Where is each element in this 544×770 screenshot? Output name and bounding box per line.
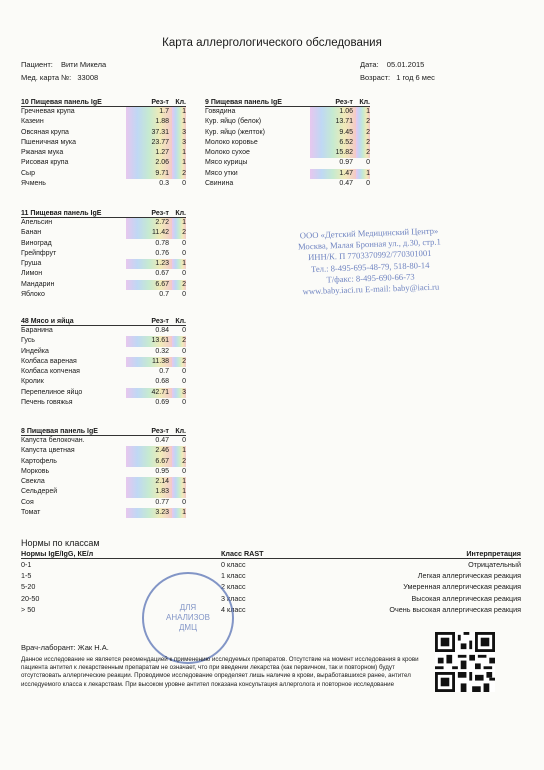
result-row [21,377,186,387]
round-stamp-line: АНАЛИЗОВ [166,613,210,622]
norm-class: 2 класс [221,582,246,592]
result-row [205,179,370,189]
result-class: 2 [172,228,186,238]
result-row [21,269,186,279]
result-value: 0.7 [159,291,169,299]
panel-p8 [21,427,186,518]
result-row [21,436,186,446]
allergen-name: Гречневая крупа [21,108,75,115]
norm-interp: Отрицательный [468,560,521,569]
result-row [21,487,186,497]
result-class: 2 [172,169,186,179]
allergen-name: Груша [21,260,42,268]
panel-title: 9 Пищевая панель IgE [205,99,282,106]
panel-p9 [205,98,370,189]
result-value: 3.23 [126,508,172,518]
result-row [21,179,186,189]
result-row [21,107,186,117]
result-value: 2.06 [126,158,172,168]
allergen-name: Ржаная мука [21,149,64,157]
allergen-name: Баранина [21,327,53,334]
allergen-name: Сельдерей [21,488,58,496]
result-value: 9.71 [126,169,172,179]
norm-range: 0-1 [21,560,32,569]
disclaimer-note: Данное исследование не является рекомендацией к применению исследуемых препаратов. Отсутствие на момент исследования в крови пациента антител к лекарственным препаратам не означает, что при введении лекарства (как первичном, так и повторном) будут отсутствовать аллергические реакции. Проводимое исследование определяет лишь наличие в крови, выработавшихся ранее, антител исследуемого класса к лекарствам. При высоком уровне антител показана консультация аллерголога и повторное исследование [21,656,419,688]
allergen-name: Перепелиное яйцо [21,388,83,396]
result-row [21,138,186,148]
panel-title: 11 Пищевая панель IgE [21,210,102,217]
allergen-name: Говядина [205,108,236,115]
result-value: 2.46 [126,446,172,456]
norm-interp: Очень высокая аллергическая реакция [389,604,521,614]
allergen-name: Капуста белокочан. [21,437,85,444]
allergen-name: Молоко коровье [205,138,258,146]
stamp-line: ИНН/К. П 7703370992/770301001 [307,248,432,263]
result-row [21,446,186,456]
stamp-line: Москва, Малая Бронная ул., д.30, стр.1 [297,236,441,252]
result-value: 1.27 [126,148,172,158]
col-class: Кл. [175,99,186,106]
allergen-name: Кролик [21,378,44,386]
col-class: Кл. [175,210,186,217]
allergen-name: Грейпфрут [21,249,57,257]
result-class: 0 [182,399,186,407]
result-row [21,239,186,249]
allergen-name: Свекла [21,478,45,486]
result-value: 11.42 [126,228,172,238]
result-row [21,218,186,228]
allergen-name: Колбаса копченая [21,368,80,376]
result-class: 3 [172,128,186,138]
result-value: 0.47 [155,437,169,444]
norms-col-class: Класс RAST [221,549,264,558]
allergen-name: Апельсин [21,219,53,226]
result-row [21,249,186,259]
col-result: Рез-т [151,318,169,325]
result-class: 2 [172,357,186,367]
panel-header [21,427,186,436]
result-class: 0 [182,327,186,334]
allergen-name: Яблоко [21,291,45,299]
result-class: 1 [172,446,186,456]
age-line [360,73,435,82]
norm-range: > 50 [21,604,36,614]
result-value: 13.61 [126,336,172,346]
allergen-name: Морковь [21,467,50,475]
result-row [205,107,370,117]
result-class: 2 [172,457,186,467]
norm-interp: Умеренная аллергическая реакция [403,582,521,592]
result-value: 0.3 [159,180,169,188]
panel-p48 [21,317,186,408]
result-value: 1.47 [310,169,356,179]
norm-range: 1-5 [21,571,32,581]
result-row [21,158,186,168]
result-class: 1 [172,508,186,518]
norms-header [21,549,521,559]
col-result: Рез-т [151,428,169,435]
patient-line [21,60,106,69]
norms-row [21,604,521,615]
patient-name: Вити Микела [60,60,107,69]
result-class: 0 [182,249,186,257]
result-class: 1 [172,148,186,158]
norm-range: 20-50 [21,593,40,603]
norm-interp: Легкая аллергическая реакция [417,571,521,581]
result-row [21,228,186,238]
result-value: 0.47 [339,180,353,188]
result-value: 6.67 [126,280,172,290]
norm-class: 0 класс [221,560,246,569]
result-value: 6.52 [310,138,356,148]
result-class: 0 [182,270,186,278]
panel-header [21,209,186,218]
result-row [205,169,370,179]
col-result: Рез-т [151,99,169,106]
age-label: Возраст: [360,73,391,82]
result-value: 15.82 [310,148,356,158]
result-value: 1.83 [126,487,172,497]
result-row [21,347,186,357]
result-class: 2 [356,148,370,158]
allergen-name: Рисовая крупа [21,159,69,167]
result-class: 3 [172,388,186,398]
norm-range: 5-20 [21,582,36,592]
result-row [21,357,186,367]
result-value: 2.14 [126,477,172,487]
norm-interp: Высокая аллергическая реакция [411,593,521,603]
signer: Врач-лаборант: Жак Н.А. [21,643,109,652]
allergen-name: Мясо утки [205,169,238,177]
result-value: 23.77 [126,138,172,148]
result-row [21,117,186,127]
allergen-name: Мандарин [21,280,55,288]
result-row [205,117,370,127]
allergen-name: Кур. яйцо (белок) [205,118,262,126]
result-class: 1 [172,487,186,497]
col-result: Рез-т [335,99,353,106]
allergen-name: Мясо курицы [205,159,248,167]
result-value: 13.71 [310,117,356,127]
result-row [21,467,186,477]
result-class: 2 [172,336,186,346]
col-class: Кл. [175,318,186,325]
stamp-line: Тел.: 8-495-695-48-79, 518-80-14 [310,259,430,274]
panel-header [205,98,370,107]
result-value: 0.84 [155,327,169,334]
allergen-name: Картофель [21,457,57,465]
result-value: 0.77 [155,498,169,506]
result-value: 0.97 [339,159,353,167]
result-row [21,388,186,398]
allergen-name: Соя [21,498,34,506]
result-row [21,280,186,290]
result-row [21,367,186,377]
result-value: 0.32 [155,347,169,355]
allergen-name: Печень говяжья [21,399,73,407]
result-row [205,128,370,138]
result-row [21,477,186,487]
panel-title: 8 Пищевая панель IgE [21,428,98,435]
allergen-name: Овсяная крупа [21,128,69,136]
result-value: 0.67 [155,270,169,278]
result-class: 0 [182,239,186,247]
col-class: Кл. [359,99,370,106]
norms-table [21,549,521,615]
result-class: 0 [182,437,186,444]
result-class: 0 [182,368,186,376]
stamp-line: www.baby.iaci.ru E-mail: baby@iaci.ru [302,281,440,297]
round-stamp-line: ДЛЯ [179,603,197,612]
result-class: 3 [172,138,186,148]
result-class: 0 [182,291,186,299]
allergen-name: Виноград [21,239,52,247]
stamp-line: ООО «Детский Медицинский Центр» [299,225,439,241]
norms-row [21,593,521,604]
date-label: Дата: [360,60,379,69]
result-row [21,148,186,158]
result-class: 0 [182,498,186,506]
result-row [21,398,186,408]
result-class: 1 [172,218,186,228]
panel-title: 48 Мясо и яйца [21,318,74,325]
date-line [360,60,424,69]
result-row [21,128,186,138]
result-class: 0 [366,159,370,167]
patient-label: Пациент: [21,60,53,69]
allergen-name: Казеин [21,118,44,126]
allergen-name: Колбаса вареная [21,357,77,365]
result-value: 0.78 [155,239,169,247]
result-row [21,508,186,518]
allergen-name: Ячмень [21,180,46,188]
result-class: 0 [182,180,186,188]
result-value: 1.06 [310,107,356,117]
result-class: 2 [356,138,370,148]
allergen-name: Лимон [21,270,43,278]
result-value: 0.69 [155,399,169,407]
result-value: 42.71 [126,388,172,398]
allergen-name: Кур. яйцо (желток) [205,128,265,136]
result-class: 0 [182,347,186,355]
norms-col-interp: Интерпретация [466,549,521,558]
result-row [205,148,370,158]
result-row [205,158,370,168]
allergen-name: Банан [21,229,42,237]
stamp-line: Т/факс: 8-495-690-66-73 [326,271,415,285]
panel-title: 10 Пищевая панель IgE [21,99,102,106]
allergen-name: Индейка [21,347,49,355]
result-row [21,326,186,336]
allergen-name: Свинина [205,180,234,188]
panel-header [21,98,186,107]
result-value: 0.7 [159,368,169,376]
lab-round-stamp [142,572,234,664]
allergen-name: Пшеничная мука [21,138,76,146]
result-value: 0.68 [155,378,169,386]
norm-class: 3 класс [221,593,246,603]
result-class: 1 [356,107,370,117]
panel-header [21,317,186,326]
panel-p11 [21,209,186,300]
result-class: 1 [172,259,186,269]
result-value: 0.95 [155,467,169,475]
norms-row [21,581,521,592]
age-value: 1 год 6 мес [396,73,435,82]
allergen-name: Томат [21,509,41,517]
result-class: 2 [172,280,186,290]
result-value: 1.23 [126,259,172,269]
page-title: Карта аллергологического обследования [162,37,382,49]
norms-row [21,570,521,581]
result-class: 2 [356,117,370,127]
date-value: 05.01.2015 [386,60,425,69]
result-class: 0 [182,378,186,386]
result-class: 1 [172,107,186,117]
allergen-name: Гусь [21,337,35,345]
result-row [21,259,186,269]
result-value: 1.88 [126,117,172,127]
clinic-stamp [274,225,466,299]
card-number: 33008 [77,73,99,82]
result-class: 1 [172,158,186,168]
col-result: Рез-т [151,210,169,217]
norm-class: 1 класс [221,571,246,581]
norms-col-range: Нормы IgE/IgG, КЕ/л [21,549,94,558]
result-value: 0.76 [155,249,169,257]
result-row [21,498,186,508]
panel-p10 [21,98,186,189]
result-value: 1.7 [126,107,172,117]
result-value: 6.67 [126,457,172,467]
result-value: 2.72 [126,218,172,228]
allergen-name: Сыр [21,169,35,177]
card-line [21,73,98,82]
result-row [21,169,186,179]
result-class: 0 [182,467,186,475]
card-label: Мед. карта №: [21,73,72,82]
result-class: 1 [172,477,186,487]
result-class: 0 [366,180,370,188]
norms-row [21,559,521,570]
norm-class: 4 класс [221,604,246,614]
result-class: 1 [172,117,186,127]
allergen-name: Капуста цветная [21,447,75,455]
result-row [205,138,370,148]
round-stamp-line: ДМЦ [179,623,197,632]
result-row [21,457,186,467]
result-row [21,290,186,300]
col-class: Кл. [175,428,186,435]
allergen-name: Молоко сухое [205,149,250,157]
result-row [21,336,186,346]
norms-title: Нормы по классам [21,538,100,548]
result-value: 11.38 [126,357,172,367]
result-value: 37.31 [126,128,172,138]
result-class: 2 [356,128,370,138]
qr-code-icon [435,632,495,692]
result-value: 9.45 [310,128,356,138]
result-class: 1 [356,169,370,179]
